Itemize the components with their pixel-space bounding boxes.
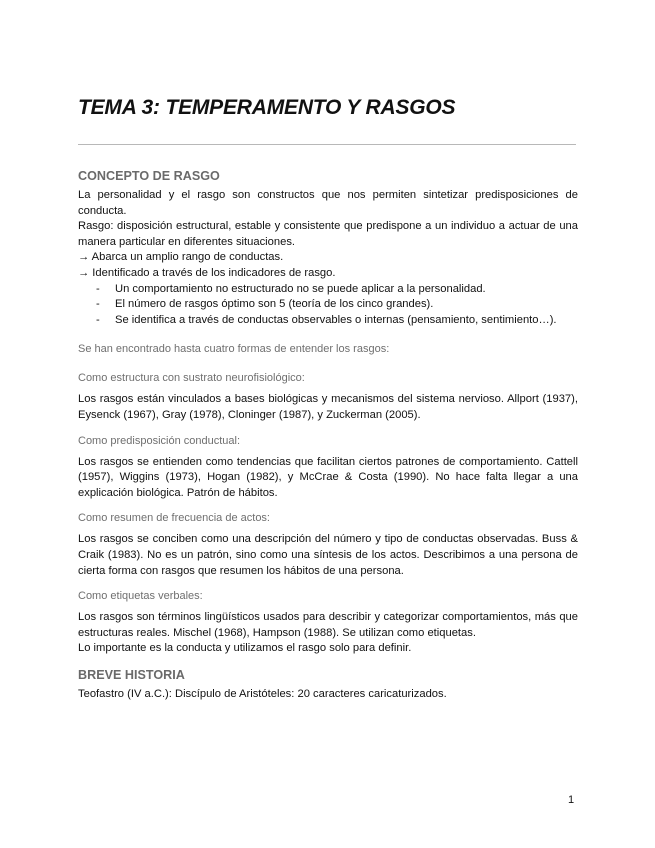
list-item: - Se identifica a través de conductas observables o internas (pensamiento, sentimiento…). (78, 313, 578, 329)
section-heading-concepto: CONCEPTO DE RASGO (78, 169, 220, 183)
forma-text-conductual: Los rasgos se entienden como tendencias que facilitan ciertos patrones de comportamiento. Cattell (1957), Wiggins (1973), Hogan (1982), y McCrae & Costa (1990). No hace falta llegar a una explicación biológica. Patrón de hábitos. (78, 455, 578, 499)
forma-label-conductual: Como predisposición conductual: (78, 434, 241, 447)
concepto-intro: La personalidad y el rasgo son constructos que nos permiten sintetizar predisposiciones de conducta. (78, 189, 578, 217)
forma-label-frecuencia: Como resumen de frecuencia de actos: (78, 512, 270, 525)
historia-text: Teofastro (IV a.C.): Discípulo de Aristóteles: 20 caracteres caricaturizados. (78, 687, 447, 700)
list-item: - El número de rasgos óptimo son 5 (teoría de los cinco grandes). (78, 297, 578, 313)
formas-intro: Se han encontrado hasta cuatro formas de entender los rasgos: (78, 343, 390, 356)
list-item: - Un comportamiento no estructurado no se puede aplicar a la personalidad. (78, 282, 578, 298)
page-number: 1 (568, 794, 575, 806)
concepto-bullet-list (78, 282, 578, 329)
forma-text-neurofisiologico: Los rasgos están vinculados a bases biológicas y mecanismos del sistema nervioso. Allport (1937), Eysenck (1967), Gray (1978), Cloninger (1987), y Zuckerman (2005). (78, 393, 578, 421)
page-title: TEMA 3: TEMPERAMENTO Y RASGOS (78, 96, 456, 119)
forma-extra-etiquetas: Lo importante es la conducta y utilizamos el rasgo solo para definir. (78, 642, 412, 655)
concepto-arrow-2: → Identificado a través de los indicadores de rasgo. (78, 266, 336, 279)
forma-label-etiquetas: Como etiquetas verbales: (78, 590, 203, 603)
forma-text-frecuencia: Los rasgos se conciben como una descripción del número y tipo de conductas observadas. Buss & Craik (1983). No es un patrón, sino como una síntesis de los actos. Describimos a una persona de cierta forma con rasgos que resumen los hábitos de una persona. (78, 533, 578, 577)
concepto-definition: Rasgo: disposición estructural, estable y consistente que predispone a un individuo a actuar de una manera particular en diferentes situaciones. (78, 220, 578, 248)
section-heading-historia: BREVE HISTORIA (78, 667, 185, 682)
title-divider (78, 144, 576, 145)
document-body (78, 168, 578, 702)
forma-label-neurofisiologico: Como estructura con sustrato neurofisiológico: (78, 372, 305, 385)
concepto-arrow-1: → Abarca un amplio rango de conductas. (78, 251, 284, 264)
forma-text-etiquetas: Los rasgos son términos lingüísticos usados para describir y categorizar comportamientos, más que estructuras reales. Mischel (1968), Hampson (1988). Se utilizan como etiquetas. (78, 611, 578, 639)
